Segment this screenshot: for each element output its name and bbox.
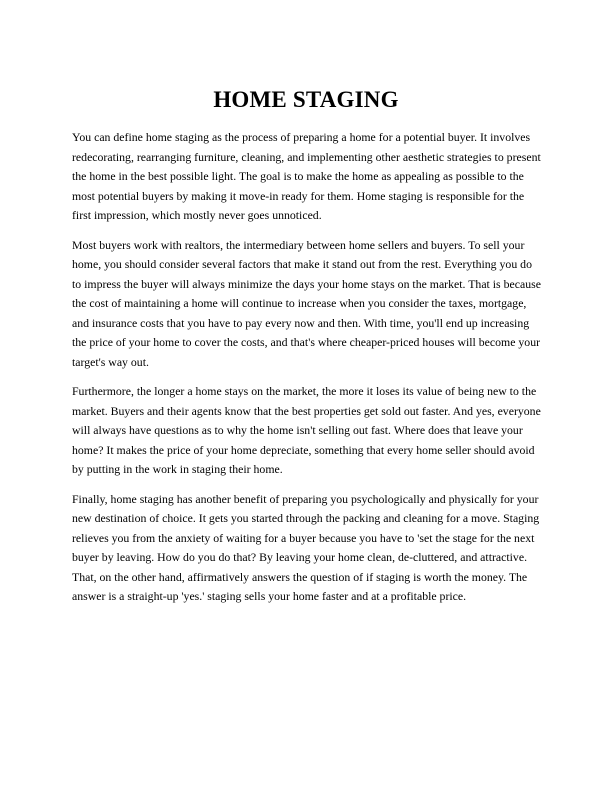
paragraph-market-time: Furthermore, the longer a home stays on the market, the more it loses its value of being new to the market. Buyers and their agents know that the best properties get sold out faster. And yes, everyone will always have questions as to why the home isn't selling out fast. Where does that leave your home? It makes the price of your home depreciate, something that every home seller should avoid by putting in the work in staging their home. [72, 384, 541, 476]
paragraph-definition: You can define home staging as the process of preparing a home for a potential buyer. It involves redecorating, rearranging furniture, cleaning, and implementing other aesthetic strategies to present the home in the best possible light. The goal is to make the home as appealing as possible to the most potential buyers by making it move-in ready for them. Home staging is responsible for the first impression, which mostly never goes unnoticed. [72, 130, 541, 222]
document-title: HOME STAGING [213, 87, 399, 112]
document-body [72, 128, 542, 617]
paragraph-benefits: Finally, home staging has another benefit of preparing you psychologically and physically for your new destination of choice. It gets you started through the packing and cleaning for a move. Staging relieves you from the anxiety of waiting for a buyer because you have to 'set the stage for the next buyer by leaving. How do you do that? By leaving your home clean, de-cluttered, and attractive. That, on the other hand, affirmatively answers the question of if staging is worth the money. The answer is a straight-up 'yes.' staging sells your home faster and at a profitable price. [72, 491, 540, 603]
paragraph-realtors: Most buyers work with realtors, the intermediary between home sellers and buyers. To sell your home, you should consider several factors that make it stand out from the rest. Everything you do to impress the buyer will always minimize the days your home stays on the market. That is because the cost of maintaining a home will continue to increase when you consider the taxes, mortgage, and insurance costs that you have to pay every now and then. With time, you'll end up increasing the price of your home to cover the costs, and that's where cheaper-priced houses will become your target's way out. [72, 237, 541, 369]
